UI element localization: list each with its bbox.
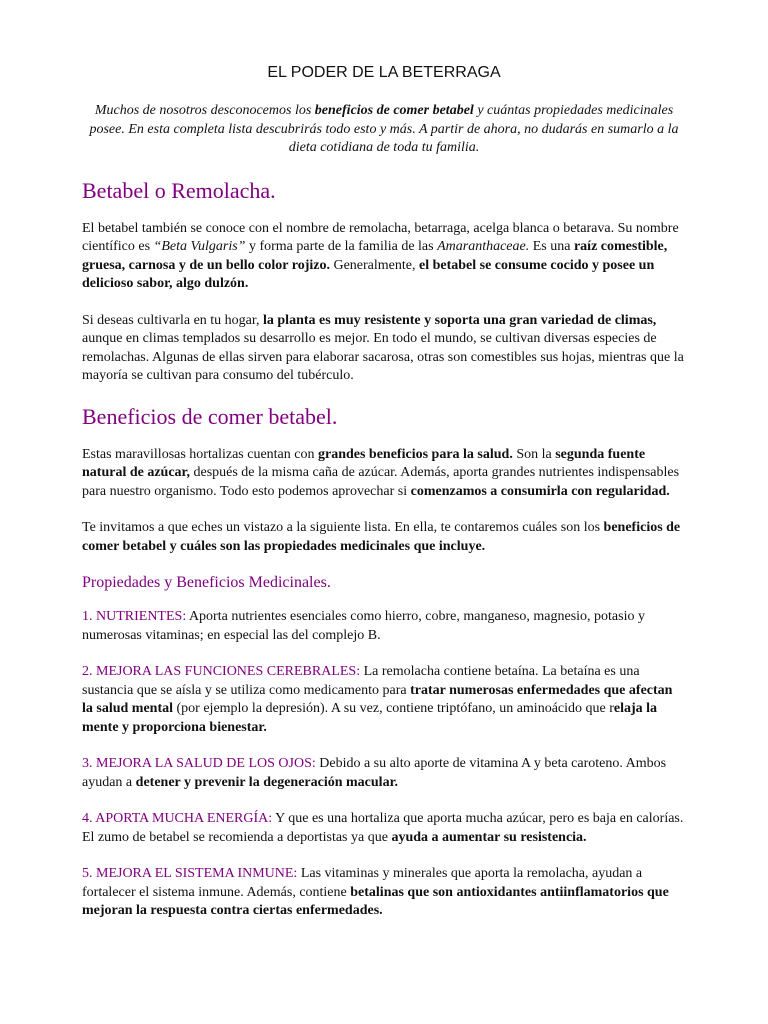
item-heading: 1. NUTRIENTES:	[82, 609, 187, 624]
italic-text: Amaranthaceae.	[437, 239, 530, 254]
bold-text: ayuda a aumentar su resistencia.	[391, 829, 587, 845]
text-run: Muchos de nosotros desconocemos los	[94, 103, 315, 118]
text-run: La remolacha contiene betaína. La betaína es una sustancia que se aísla y se utiliza como medicamento para	[82, 664, 640, 698]
bold-text: el betabel se consume cocido y posee un delicioso sabor, algo dulzón.	[82, 257, 655, 291]
text-run: Es una	[529, 239, 574, 254]
benefit-item-funciones-cerebrales	[82, 663, 686, 737]
benefit-item-sistema-inmune	[82, 865, 686, 921]
text-run: Estas maravillosas hortalizas cuentan con	[82, 446, 318, 462]
text-run: Generalmente,	[329, 257, 419, 273]
bold-text: tratar numerosas enfermedades que afectan la salud mental	[82, 682, 673, 716]
bold-text: la planta es muy resistente y soporta una gran variedad de climas,	[263, 312, 657, 328]
paragraph-cultivation	[82, 312, 686, 386]
text-run: Debido a su alto aporte de vitamina A y beta caroteno. Ambos ayudan a	[82, 756, 667, 790]
paragraph-benefits-intro	[82, 446, 686, 502]
section-heading-betabel: Betabel o Remolacha.	[82, 177, 276, 203]
benefit-item-salud-ojos	[82, 755, 686, 792]
bold-text: raíz comestible, gruesa, carnosa y de un bello color rojizo.	[82, 239, 668, 273]
item-heading: 2. MEJORA LAS FUNCIONES CEREBRALES:	[82, 664, 361, 679]
bold-text: betalinas que son antioxidantes antiinflamatorios que mejoran la respuesta contra ciertas enfermedades.	[82, 884, 669, 918]
text-run: Las vitaminas y minerales que aporta la remolacha, ayudan a fortalecer el sistema inmune. Además, contiene	[82, 866, 643, 900]
document-title: EL PODER DE LA BETERRAGA	[267, 64, 501, 81]
item-heading: 4. APORTA MUCHA ENERGÍA:	[82, 811, 273, 826]
intro-paragraph	[82, 102, 686, 158]
bold-text: detener y prevenir la degeneración macular.	[135, 774, 398, 790]
text-run: Te invitamos a que eches un vistazo a la siguiente lista. En ella, te contaremos cuáles son los	[82, 520, 604, 535]
paragraph-list-intro	[82, 519, 686, 556]
subheading-propiedades: Propiedades y Beneficios Medicinales.	[82, 574, 331, 591]
benefit-item-nutrientes	[82, 608, 686, 645]
text-run: Son la	[512, 446, 556, 462]
text-run: después de la misma caña de azúcar. Además, aporta grandes nutrientes indispensables para nuestro organismo. Todo esto podemos aprovechar si	[82, 465, 680, 499]
item-heading: 3. MEJORA LA SALUD DE LOS OJOS:	[82, 756, 316, 771]
text-run: Aporta nutrientes esenciales como hierro, cobre, manganeso, magnesio, potasio y numerosas vitaminas; en especial las del complejo B.	[82, 609, 645, 643]
text-run: El betabel también se conoce con el nombre de remolacha, betarraga, acelga blanca o betarava. Su nombre científico es	[82, 220, 679, 254]
item-heading: 5. MEJORA EL SISTEMA INMUNE:	[82, 866, 298, 881]
bold-text: grandes beneficios para la salud.	[317, 446, 513, 462]
bold-text: beneficios de comer betabel y cuáles son las propiedades medicinales que incluye.	[82, 520, 681, 554]
bold-text: segunda fuente natural de azúcar,	[82, 446, 646, 480]
benefit-item-energia	[82, 810, 686, 847]
text-run: y forma parte de la familia de las	[245, 239, 438, 254]
bold-text: comenzamos a consumirla con regularidad.	[410, 483, 670, 499]
paragraph-betabel-description	[82, 220, 686, 294]
text-run: Y que es una hortaliza que aporta mucha azúcar, pero es baja en calorías. El zumo de betabel se recomienda a deportistas ya que	[82, 811, 684, 845]
bold-text: beneficios de comer betabel	[314, 103, 474, 118]
text-run: y cuántas propiedades medicinales posee. En esta completa lista descubrirás todo esto y más. A partir de ahora, no dudarás en sumarlo a la dieta cotidiana de toda tu familia.	[89, 103, 679, 155]
text-run: aunque en climas templados su desarrollo es mejor. En todo el mundo, se cultivan diversas especies de remolachas. Algunas de ellas sirven para elaborar sacarosa, otras son comestibles sus hojas, mientras que la mayoría se cultivan para consumo del tubérculo.	[82, 331, 684, 383]
bold-text: elaja la mente y proporciona bienestar.	[82, 701, 658, 735]
italic-text: “Beta Vulgaris”	[153, 239, 246, 254]
text-run: Si deseas cultivarla en tu hogar,	[82, 312, 263, 328]
text-run: (por ejemplo la depresión). A su vez, contiene triptófano, un aminoácido que r	[173, 701, 614, 716]
section-heading-beneficios: Beneficios de comer betabel.	[82, 403, 338, 429]
